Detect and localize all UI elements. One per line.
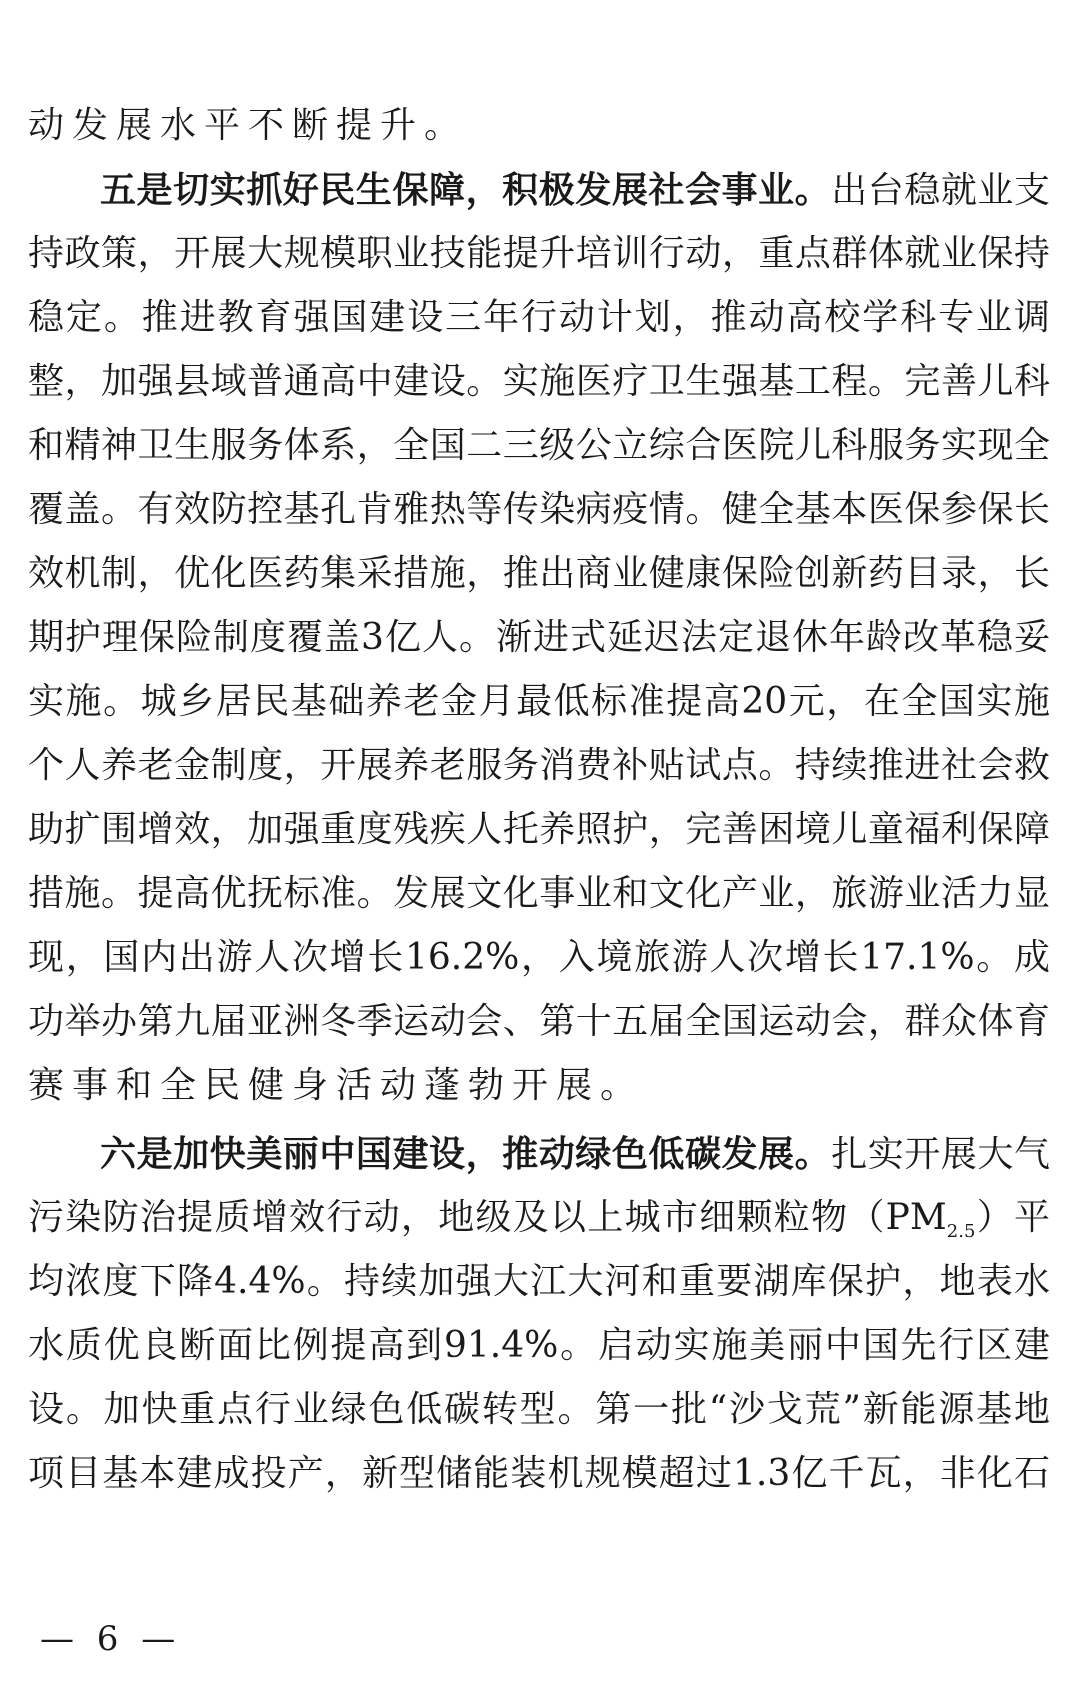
paragraph-6-first-line xyxy=(100,1122,1050,1186)
line-text: 实施。城乡居民基础养老金月最低标准提高20元，在全国实施 xyxy=(28,681,1050,722)
text-line xyxy=(28,606,1050,670)
text-line xyxy=(28,990,1050,1054)
line-text: 助扩围增效，加强重度残疾人托养照护，完善困境儿童福利保障 xyxy=(28,809,1050,850)
text-line xyxy=(28,798,1050,862)
line-text: 水质优良断面比例提高到91.4%。启动实施美丽中国先行区建 xyxy=(28,1325,1050,1366)
text-line xyxy=(28,670,1050,734)
line-text: 稳定。推进教育强国建设三年行动计划，推动高校学科专业调 xyxy=(28,297,1050,338)
line-text: 个人养老金制度，开展养老服务消费补贴试点。持续推进社会救 xyxy=(28,745,1050,786)
pm-subscript: 2.5 xyxy=(946,1221,976,1243)
line-text: 现，国内出游人次增长16.2%，入境旅游人次增长17.1%。成 xyxy=(28,937,1050,978)
line-text: 功举办第九届亚洲冬季运动会、第十五届全国运动会，群众体育 xyxy=(28,1001,1050,1042)
text-line xyxy=(28,1250,1050,1314)
line-text: 赛事和全民健身活动蓬勃开展。 xyxy=(28,1065,645,1106)
text-line xyxy=(28,478,1050,542)
text-line xyxy=(28,862,1050,926)
text-line xyxy=(28,926,1050,990)
text-line xyxy=(28,1378,1050,1442)
line-text: 覆盖。有效防控基孔肯雅热等传染病疫情。健全基本医保参保长 xyxy=(28,489,1050,530)
text-line xyxy=(28,94,1050,158)
section-5-heading: 五是切实抓好民生保障，积极发展社会事业。 xyxy=(100,169,832,211)
line-text: 均浓度下降4.4%。持续加强大江大河和重要湖库保护，地表水 xyxy=(28,1261,1050,1302)
line-text: 扎实开展大气 xyxy=(831,1134,1050,1175)
line-text: 设。加快重点行业绿色低碳转型。第一批“沙戈荒”新能源基地 xyxy=(28,1389,1050,1430)
line-text: 污染防治提质增效行动，地级及以上城市细颗粒物（PM xyxy=(28,1197,947,1238)
text-line xyxy=(28,734,1050,798)
section-6-heading: 六是加快美丽中国建设，推动绿色低碳发展。 xyxy=(100,1133,832,1175)
text-line xyxy=(28,1054,1050,1118)
line-text: ）平 xyxy=(975,1197,1050,1238)
text-line xyxy=(28,414,1050,478)
text-line xyxy=(28,1314,1050,1378)
text-line xyxy=(28,350,1050,414)
line-text: 和精神卫生服务体系，全国二三级公立综合医院儿科服务实现全 xyxy=(28,425,1050,466)
text-line xyxy=(28,542,1050,606)
text-line xyxy=(28,222,1050,286)
line-text: 项目基本建成投产，新型储能装机规模超过1.3亿千瓦，非化石 xyxy=(28,1453,1050,1494)
line-text: 持政策，开展大规模职业技能提升培训行动，重点群体就业保持 xyxy=(28,233,1050,274)
line-text: 整，加强县域普通高中建设。实施医疗卫生强基工程。完善儿科 xyxy=(28,361,1050,402)
line-text: 措施。提高优抚标准。发展文化事业和文化产业，旅游业活力显 xyxy=(28,873,1050,914)
line-text: 期护理保险制度覆盖3亿人。渐进式延迟法定退休年龄改革稳妥 xyxy=(28,617,1050,658)
paragraph-5-first-line xyxy=(100,158,1050,222)
line-text: 动发展水平不断提升。 xyxy=(28,105,469,146)
page-number: — 6 — xyxy=(40,1619,182,1659)
line-text: 效机制，优化医药集采措施，推出商业健康保险创新药目录，长 xyxy=(28,553,1050,594)
line-text: 出台稳就业支 xyxy=(831,170,1050,211)
text-line xyxy=(28,1442,1050,1506)
text-line xyxy=(28,1186,1050,1250)
text-line xyxy=(28,286,1050,350)
